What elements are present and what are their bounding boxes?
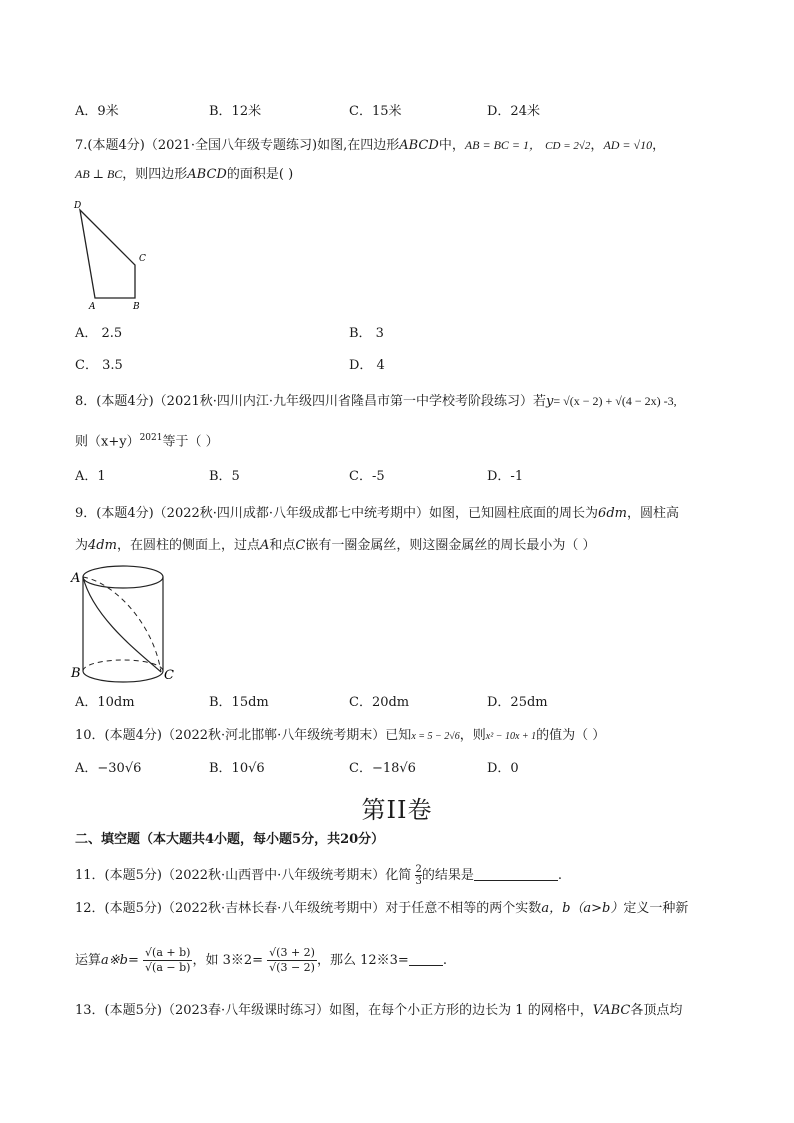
q13-vabc: VABC <box>592 1003 631 1018</box>
q7-stem-line2 <box>75 166 293 183</box>
q7-mid: 中， <box>438 138 465 153</box>
q9-line1-a: 9．(本题4分)（2022秋·四川成都·八年级成都七中统考期中）如图，已知圆柱底面的周长为 <box>75 506 599 521</box>
q8-option-b: B．5 <box>209 469 240 484</box>
q12-f1-denominator: √(a − b) <box>145 961 191 974</box>
q10-option-c: C．−18√6 <box>349 761 416 776</box>
q7-label-b: B <box>133 302 140 312</box>
q9-label-c: C <box>164 668 174 683</box>
q12-f1-numerator: √(a + b) <box>145 946 191 959</box>
q7-option-d: D． 4 <box>349 358 385 373</box>
q6-option-a: A．9米 <box>75 104 119 119</box>
q11-denominator: 3 <box>415 876 422 887</box>
q8-line2-b: 等于（ ） <box>162 434 219 450</box>
q12-stem-line1 <box>75 901 688 917</box>
q7-option-b: B． 3 <box>349 326 384 341</box>
q9-line2-d: 嵌有一圈金属丝，则这圈金属丝的周长最小为（ ） <box>305 538 596 553</box>
q7-label-a: A <box>89 302 96 312</box>
q8-stem-line1 <box>75 393 677 410</box>
q9-point-a: A <box>259 538 270 553</box>
q9-bottom-front-arc <box>83 671 163 682</box>
q7-line2-abcd: ABCD <box>187 167 227 182</box>
q6-option-c: C．15米 <box>349 104 402 119</box>
q11-text-b: 的结果是 <box>421 868 474 883</box>
q8-option-c: C．-5 <box>349 469 385 484</box>
q6-option-b: B．12米 <box>209 104 262 119</box>
q9-top-ellipse <box>83 566 163 588</box>
q8-line2-a: 则（x+y） <box>75 434 140 450</box>
q10-option-d: D．0 <box>487 761 519 776</box>
q10-text-a: 10．(本题4分)（2022秋·河北邯郸·八年级统考期末）已知 <box>75 728 412 743</box>
q12-ab: a，b（a>b） <box>541 901 624 916</box>
q12-line2-b: ，如 3※2= <box>192 953 264 968</box>
q7-abcd: ABCD <box>399 138 439 153</box>
q9-label-b: B <box>71 666 81 681</box>
q13-line1-b: 各顶点均 <box>630 1003 683 1018</box>
q9-label-a: A <box>71 571 81 586</box>
q8-option-d: D．-1 <box>487 469 524 484</box>
q9-option-a: A．10dm <box>75 695 135 710</box>
q12-f2-denominator: √(3 − 2) <box>269 961 315 974</box>
q12-fraction-definition <box>143 946 192 975</box>
q11-text-a: 11．(本题5分)（2022秋·山西晋中·八年级统考期末）化简 <box>75 868 412 883</box>
q12-end: . <box>442 953 447 968</box>
q7-line2-text: ，则四边形 <box>122 167 188 182</box>
q7-stem-line1 <box>75 137 665 154</box>
q10-text-c: 的值为（ ） <box>536 728 606 743</box>
q9-option-c: C．20dm <box>349 695 410 710</box>
q6-option-d: D．24米 <box>487 104 540 119</box>
q9-circumference: 6dm <box>598 506 627 521</box>
q7-option-c: C． 3.5 <box>75 358 123 373</box>
q13-line1-a: 13．(本题5分)（2023春·八年级课时练习）如图，在每个小正方形的边长为 1 的网格中， <box>75 1003 593 1018</box>
q10-option-a: A．−30√6 <box>75 761 142 776</box>
q9-line2-b: ，在圆柱的侧面上，过点 <box>116 538 260 553</box>
q9-option-b: B．15dm <box>209 695 269 710</box>
q12-operator: a※b <box>101 953 128 968</box>
q11-numerator: 2 <box>415 864 422 875</box>
q11-end: . <box>557 868 562 883</box>
q9-wire-back <box>83 577 161 672</box>
q7-option-a: A． 2.5 <box>75 326 123 341</box>
q12-line2-c: ，那么 12※3= <box>316 953 409 968</box>
q8-y: y <box>546 394 554 409</box>
q11-answer-blank[interactable] <box>474 868 558 881</box>
q7-comma: ， <box>652 138 666 153</box>
q13-stem-line1 <box>75 1003 682 1019</box>
q8-exponent: 2021 <box>139 433 163 443</box>
q8-line1-text: 8．(本题4分)（2021秋·四川内江·九年级四川省隆昌市第一中学校考阶段练习）若 <box>75 394 547 409</box>
q7-eq3: AD = √10 <box>603 138 653 152</box>
q7-perp: AB ⊥ BC <box>75 167 123 181</box>
q12-equals: = <box>127 953 139 968</box>
q12-f2-numerator: √(3 + 2) <box>269 946 315 959</box>
q10-option-b: B．10√6 <box>209 761 265 776</box>
q12-stem-line2 <box>75 944 447 978</box>
q9-line1-b: ，圆柱高 <box>626 506 679 521</box>
q8-option-a: A．1 <box>75 469 106 484</box>
q7-eq1: AB = BC = 1， <box>464 138 542 152</box>
q12-answer-blank[interactable] <box>409 953 443 966</box>
q10-stem <box>75 728 605 745</box>
q8-stem-line2 <box>75 430 219 450</box>
q9-wire-front <box>83 577 161 672</box>
q7-quadrilateral-figure <box>70 195 160 315</box>
q8-equation: = √(x − 2) + √(4 − 2x) -3, <box>553 394 677 408</box>
q7-line2-end: 的面积是( ) <box>226 167 294 182</box>
section-subtitle: 二、填空题（本大题共4小题，每小题5分，共20分） <box>75 832 385 847</box>
q11-stem <box>75 864 562 888</box>
q7-label-d: D <box>74 201 82 211</box>
q9-point-c: C <box>295 538 306 553</box>
q12-line1: 12．(本题5分)（2022秋·吉林长春·八年级统考期中）对于任意不相等的两个实数 <box>75 901 542 916</box>
q10-expression: x² − 10x + 1 <box>485 731 537 742</box>
q7-eq2: CD = 2√2 <box>545 140 591 152</box>
q7-label-c: C <box>139 254 146 264</box>
q12-fraction-example <box>267 946 317 975</box>
q12-line1-end: 定义一种新 <box>623 901 689 916</box>
q9-line2-a: 为 <box>75 538 89 553</box>
q12-line2-a: 运算 <box>75 953 102 968</box>
q10-equation: x = 5 − 2√6 <box>411 731 460 742</box>
q9-cylinder-figure <box>68 562 183 688</box>
q9-height: 4dm <box>88 538 117 553</box>
q7-prefix: 7.(本题4分)（2021·全国八年级专题练习)如图,在四边形 <box>75 138 400 153</box>
q9-stem-line2 <box>75 538 595 554</box>
q7-quadrilateral-shape <box>80 210 135 298</box>
q9-bottom-back-arc <box>83 660 163 671</box>
q9-stem-line1 <box>75 506 679 522</box>
section-title: 第II卷 <box>361 796 433 824</box>
q7-sep: ， <box>590 138 604 153</box>
q10-text-b: ，则 <box>459 728 486 743</box>
q9-option-d: D．25dm <box>487 695 548 710</box>
q9-line2-c: 和点 <box>269 538 296 553</box>
